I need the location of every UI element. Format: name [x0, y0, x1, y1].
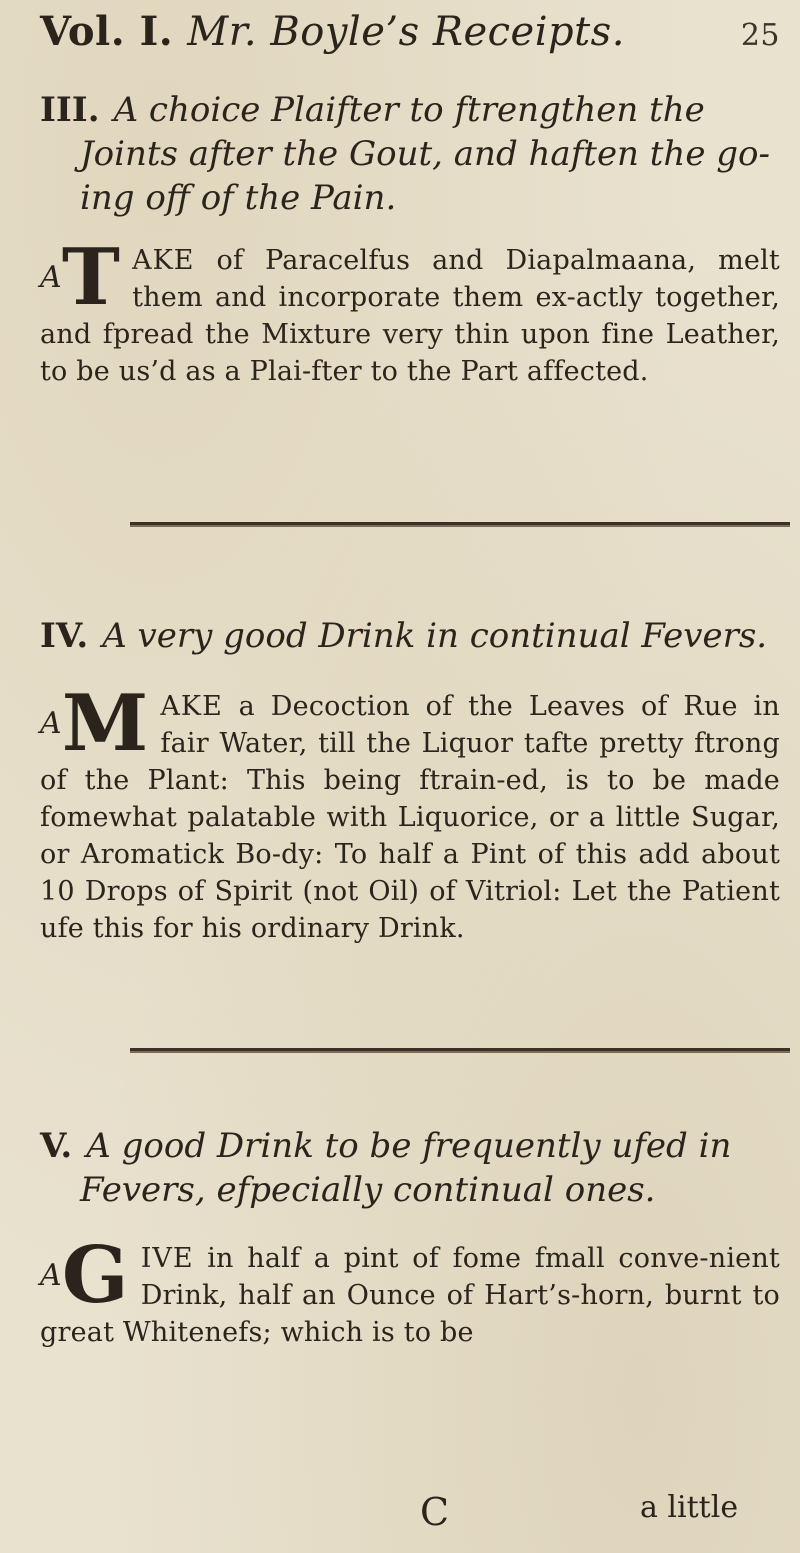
running-head	[40, 8, 780, 68]
section-heading	[40, 1124, 780, 1212]
signature-mark: C	[420, 1490, 450, 1534]
section-numeral: V.	[40, 1126, 73, 1166]
heading-line: Fevers, efpecially continual ones.	[80, 1170, 656, 1210]
heading-line: ing off of the Pain.	[80, 178, 397, 218]
receipt-section-4	[40, 614, 780, 947]
section-body	[40, 678, 780, 947]
page-number: 25	[740, 18, 780, 53]
section-numeral: IV.	[40, 616, 89, 656]
section-heading	[40, 614, 780, 658]
body-text: of Paracelfus and Diapalmaana, melt them and incorporate them ex-actly together, and fpread the Mixture very thin upon fine Leather, to be us’d as a Plai-fter to the Part affected.	[40, 245, 780, 387]
section-body	[40, 232, 780, 390]
section-divider	[130, 522, 790, 525]
lead-caps: IVE	[140, 1243, 194, 1274]
section-heading	[40, 88, 780, 220]
section-numeral: III.	[40, 90, 100, 130]
drop-cap: $^A$G	[40, 1230, 129, 1321]
lead-caps: AKE	[132, 245, 195, 276]
body-text: in half a pint of fome fmall conve-nient Drink, half an Ounce of Hart’s-horn, burnt to great Whitenefs; which is to be	[40, 1243, 780, 1348]
heading-line: Joints after the Gout, and haften the go-	[80, 134, 770, 174]
lead-caps: AKE	[160, 691, 223, 722]
volume-label: Vol. I.	[40, 8, 174, 55]
heading-line: A very good Drink in continual Fevers.	[102, 616, 768, 656]
receipt-section-5	[40, 1124, 780, 1351]
receipt-section-3	[40, 88, 780, 390]
heading-line: A good Drink to be frequently ufed in	[86, 1126, 732, 1166]
book-title: Mr. Boyle’s Receipts.	[187, 9, 625, 55]
catchword: a little	[640, 1490, 739, 1525]
drop-cap: $^A$M	[40, 678, 149, 769]
heading-line: A choice Plaifter to ftrengthen the	[113, 90, 705, 130]
section-body	[40, 1230, 780, 1351]
drop-cap: $^A$T	[40, 232, 121, 323]
body-text: a Decoction of the Leaves of Rue in fair Water, till the Liquor tafte pretty ftrong of the Plant: This being ftrain-ed, is to be made fomewhat palatable with Liquorice, or a little Sugar, or Aromatick Bo-dy: To half a Pint of this add about 10 Drops of Spirit (not Oil) of Vitriol: Let the Patient ufe this for his ordinary Drink.	[40, 691, 780, 944]
section-divider	[130, 1048, 790, 1051]
